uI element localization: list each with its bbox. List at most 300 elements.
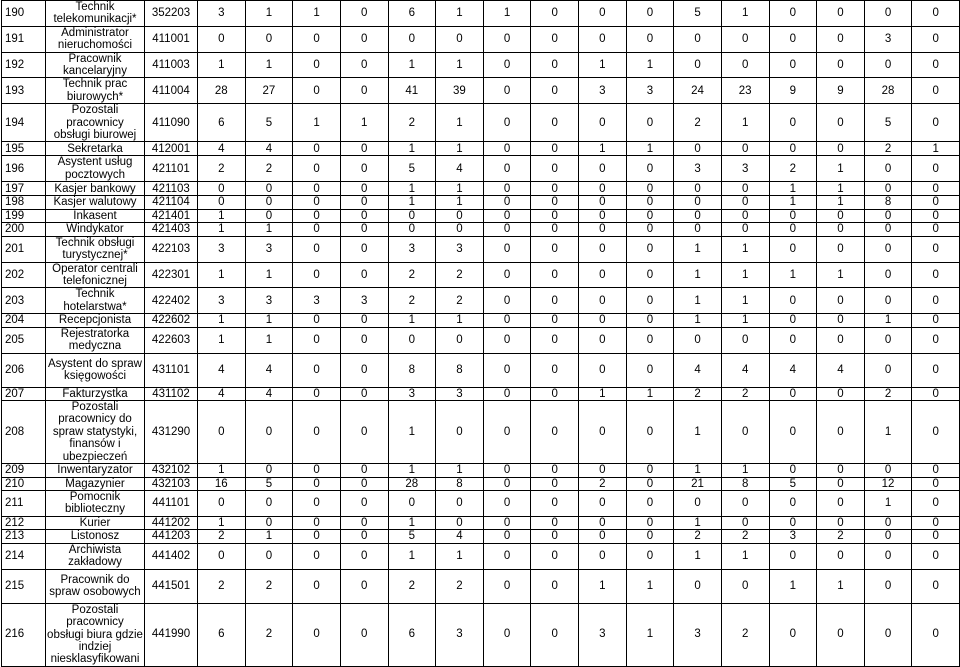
value-cell: 5 xyxy=(864,104,912,142)
value-cell: 0 xyxy=(436,327,484,353)
table-row xyxy=(2,543,960,569)
value-cell: 1 xyxy=(436,464,484,478)
row-number-cell: 214 xyxy=(2,543,46,569)
table-body xyxy=(2,1,960,667)
table-row xyxy=(2,26,960,52)
value-cell: 2 xyxy=(579,477,627,491)
value-cell: 0 xyxy=(769,543,817,569)
value-cell: 1 xyxy=(674,236,722,262)
value-cell: 3 xyxy=(436,603,484,666)
value-cell: 0 xyxy=(340,387,388,401)
value-cell: 0 xyxy=(579,104,627,142)
table-row xyxy=(2,516,960,530)
occupation-code-cell: 411090 xyxy=(145,104,198,142)
value-cell: 0 xyxy=(721,182,769,196)
value-cell: 2 xyxy=(198,530,246,544)
value-cell: 0 xyxy=(293,142,341,156)
value-cell: 0 xyxy=(769,223,817,237)
value-cell: 0 xyxy=(674,209,722,223)
value-cell: 0 xyxy=(340,477,388,491)
value-cell: 0 xyxy=(483,530,531,544)
value-cell: 0 xyxy=(626,1,674,27)
value-cell: 0 xyxy=(531,156,579,182)
value-cell: 0 xyxy=(531,569,579,603)
value-cell: 0 xyxy=(531,262,579,288)
occupation-name-cell: Kasjer bankowy xyxy=(46,182,145,196)
value-cell: 1 xyxy=(388,182,436,196)
value-cell: 0 xyxy=(436,209,484,223)
value-cell: 0 xyxy=(293,262,341,288)
value-cell: 3 xyxy=(245,236,293,262)
value-cell: 1 xyxy=(340,104,388,142)
value-cell: 0 xyxy=(483,516,531,530)
value-cell: 2 xyxy=(245,156,293,182)
occupation-name-cell: Operator centrali telefonicznej xyxy=(46,262,145,288)
value-cell: 0 xyxy=(483,491,531,517)
value-cell: 3 xyxy=(198,1,246,27)
value-cell: 0 xyxy=(912,543,960,569)
value-cell: 1 xyxy=(245,327,293,353)
value-cell: 0 xyxy=(340,156,388,182)
value-cell: 0 xyxy=(864,52,912,78)
table-row xyxy=(2,530,960,544)
value-cell: 1 xyxy=(245,223,293,237)
row-number-cell: 216 xyxy=(2,603,46,666)
value-cell: 0 xyxy=(864,327,912,353)
occupation-name-cell: Pomocnik biblioteczny xyxy=(46,491,145,517)
value-cell: 0 xyxy=(912,530,960,544)
value-cell: 2 xyxy=(388,569,436,603)
value-cell: 0 xyxy=(245,464,293,478)
occupation-name-cell: Sekretarka xyxy=(46,142,145,156)
value-cell: 0 xyxy=(340,209,388,223)
table-row xyxy=(2,569,960,603)
value-cell: 4 xyxy=(817,353,865,387)
value-cell: 0 xyxy=(340,314,388,328)
table-row xyxy=(2,223,960,237)
value-cell: 0 xyxy=(769,236,817,262)
value-cell: 0 xyxy=(769,327,817,353)
occupation-name-cell: Windykator xyxy=(46,223,145,237)
value-cell: 0 xyxy=(864,569,912,603)
occupation-name-cell: Technik hotelarstwa* xyxy=(46,288,145,314)
value-cell: 1 xyxy=(198,516,246,530)
value-cell: 1 xyxy=(674,262,722,288)
value-cell: 0 xyxy=(293,491,341,517)
value-cell: 0 xyxy=(340,603,388,666)
value-cell: 0 xyxy=(340,26,388,52)
value-cell: 0 xyxy=(626,353,674,387)
value-cell: 1 xyxy=(483,1,531,27)
table-row xyxy=(2,182,960,196)
occupation-code-cell: 422602 xyxy=(145,314,198,328)
value-cell: 0 xyxy=(483,327,531,353)
value-cell: 2 xyxy=(864,387,912,401)
value-cell: 1 xyxy=(245,262,293,288)
value-cell: 0 xyxy=(293,314,341,328)
occupation-code-cell: 421101 xyxy=(145,156,198,182)
value-cell: 2 xyxy=(436,569,484,603)
value-cell: 1 xyxy=(721,543,769,569)
value-cell: 0 xyxy=(293,464,341,478)
value-cell: 1 xyxy=(436,314,484,328)
value-cell: 1 xyxy=(436,196,484,210)
occupation-code-cell: 441990 xyxy=(145,603,198,666)
occupation-name-cell: Pozostali pracownicy do spraw statystyki, finansów i ubezpieczeń xyxy=(46,401,145,464)
value-cell: 0 xyxy=(721,223,769,237)
value-cell: 0 xyxy=(531,142,579,156)
value-cell: 0 xyxy=(817,401,865,464)
value-cell: 1 xyxy=(674,516,722,530)
occupation-code-cell: 411004 xyxy=(145,78,198,104)
row-number-cell: 198 xyxy=(2,196,46,210)
value-cell: 41 xyxy=(388,78,436,104)
occupation-name-cell: Technik prac biurowych* xyxy=(46,78,145,104)
value-cell: 1 xyxy=(674,401,722,464)
value-cell: 0 xyxy=(531,516,579,530)
value-cell: 0 xyxy=(579,401,627,464)
value-cell: 0 xyxy=(245,516,293,530)
value-cell: 3 xyxy=(579,603,627,666)
value-cell: 0 xyxy=(293,182,341,196)
value-cell: 0 xyxy=(293,530,341,544)
value-cell: 0 xyxy=(579,196,627,210)
value-cell: 0 xyxy=(912,569,960,603)
value-cell: 1 xyxy=(626,387,674,401)
value-cell: 0 xyxy=(864,464,912,478)
value-cell: 0 xyxy=(912,182,960,196)
value-cell: 0 xyxy=(626,288,674,314)
value-cell: 0 xyxy=(293,353,341,387)
value-cell: 0 xyxy=(817,26,865,52)
value-cell: 8 xyxy=(721,477,769,491)
occupation-code-cell: 441101 xyxy=(145,491,198,517)
value-cell: 1 xyxy=(388,314,436,328)
table-row xyxy=(2,327,960,353)
value-cell: 1 xyxy=(579,387,627,401)
value-cell: 0 xyxy=(626,543,674,569)
occupation-code-cell: 432102 xyxy=(145,464,198,478)
value-cell: 4 xyxy=(769,353,817,387)
value-cell: 28 xyxy=(198,78,246,104)
value-cell: 0 xyxy=(579,327,627,353)
occupation-name-cell: Inwentaryzator xyxy=(46,464,145,478)
value-cell: 4 xyxy=(245,387,293,401)
value-cell: 1 xyxy=(817,569,865,603)
value-cell: 0 xyxy=(531,288,579,314)
occupation-code-cell: 421401 xyxy=(145,209,198,223)
value-cell: 1 xyxy=(769,569,817,603)
value-cell: 0 xyxy=(388,223,436,237)
value-cell: 0 xyxy=(769,491,817,517)
value-cell: 0 xyxy=(198,401,246,464)
value-cell: 0 xyxy=(864,353,912,387)
value-cell: 0 xyxy=(769,288,817,314)
value-cell: 0 xyxy=(864,530,912,544)
value-cell: 1 xyxy=(912,142,960,156)
value-cell: 0 xyxy=(864,223,912,237)
value-cell: 0 xyxy=(245,543,293,569)
value-cell: 8 xyxy=(388,353,436,387)
value-cell: 24 xyxy=(674,78,722,104)
occupation-code-cell: 412001 xyxy=(145,142,198,156)
value-cell: 0 xyxy=(531,353,579,387)
value-cell: 1 xyxy=(436,104,484,142)
value-cell: 0 xyxy=(436,223,484,237)
value-cell: 3 xyxy=(198,236,246,262)
row-number-cell: 206 xyxy=(2,353,46,387)
value-cell: 3 xyxy=(436,236,484,262)
value-cell: 1 xyxy=(721,1,769,27)
value-cell: 1 xyxy=(245,52,293,78)
value-cell: 0 xyxy=(245,196,293,210)
value-cell: 1 xyxy=(626,569,674,603)
value-cell: 0 xyxy=(483,182,531,196)
value-cell: 8 xyxy=(436,477,484,491)
value-cell: 0 xyxy=(531,52,579,78)
occupation-code-cell: 422402 xyxy=(145,288,198,314)
value-cell: 0 xyxy=(483,196,531,210)
value-cell: 0 xyxy=(531,182,579,196)
value-cell: 0 xyxy=(293,223,341,237)
value-cell: 0 xyxy=(769,387,817,401)
value-cell: 0 xyxy=(198,182,246,196)
value-cell: 0 xyxy=(388,209,436,223)
value-cell: 1 xyxy=(674,314,722,328)
value-cell: 3 xyxy=(388,387,436,401)
value-cell: 1 xyxy=(388,142,436,156)
value-cell: 0 xyxy=(579,182,627,196)
value-cell: 0 xyxy=(769,401,817,464)
occupation-name-cell: Magazynier xyxy=(46,477,145,491)
value-cell: 0 xyxy=(769,603,817,666)
occupation-code-cell: 352203 xyxy=(145,1,198,27)
value-cell: 0 xyxy=(817,142,865,156)
value-cell: 1 xyxy=(293,1,341,27)
value-cell: 0 xyxy=(912,52,960,78)
row-number-cell: 193 xyxy=(2,78,46,104)
value-cell: 0 xyxy=(912,156,960,182)
occupation-code-cell: 441501 xyxy=(145,569,198,603)
occupation-name-cell: Kurier xyxy=(46,516,145,530)
value-cell: 0 xyxy=(293,477,341,491)
value-cell: 1 xyxy=(721,236,769,262)
value-cell: 0 xyxy=(579,1,627,27)
value-cell: 4 xyxy=(245,353,293,387)
row-number-cell: 211 xyxy=(2,491,46,517)
value-cell: 0 xyxy=(626,530,674,544)
value-cell: 0 xyxy=(340,196,388,210)
value-cell: 3 xyxy=(388,236,436,262)
value-cell: 2 xyxy=(769,156,817,182)
value-cell: 0 xyxy=(483,26,531,52)
value-cell: 1 xyxy=(198,464,246,478)
value-cell: 0 xyxy=(674,223,722,237)
value-cell: 0 xyxy=(340,516,388,530)
value-cell: 0 xyxy=(817,236,865,262)
value-cell: 1 xyxy=(198,209,246,223)
value-cell: 0 xyxy=(483,52,531,78)
occupation-code-cell: 422603 xyxy=(145,327,198,353)
value-cell: 0 xyxy=(340,530,388,544)
value-cell: 2 xyxy=(817,530,865,544)
table-row xyxy=(2,78,960,104)
occupation-code-cell: 421104 xyxy=(145,196,198,210)
row-number-cell: 215 xyxy=(2,569,46,603)
value-cell: 0 xyxy=(769,52,817,78)
value-cell: 0 xyxy=(769,314,817,328)
value-cell: 0 xyxy=(721,209,769,223)
value-cell: 0 xyxy=(626,314,674,328)
value-cell: 2 xyxy=(388,288,436,314)
value-cell: 0 xyxy=(436,491,484,517)
value-cell: 1 xyxy=(388,196,436,210)
value-cell: 0 xyxy=(912,104,960,142)
occupation-name-cell: Administrator nieruchomości xyxy=(46,26,145,52)
value-cell: 0 xyxy=(769,104,817,142)
value-cell: 0 xyxy=(579,236,627,262)
value-cell: 1 xyxy=(198,314,246,328)
occupation-code-cell: 431290 xyxy=(145,401,198,464)
value-cell: 1 xyxy=(721,314,769,328)
value-cell: 0 xyxy=(293,569,341,603)
value-cell: 1 xyxy=(626,142,674,156)
value-cell: 2 xyxy=(721,387,769,401)
row-number-cell: 191 xyxy=(2,26,46,52)
value-cell: 0 xyxy=(579,543,627,569)
value-cell: 0 xyxy=(293,603,341,666)
table-row xyxy=(2,464,960,478)
value-cell: 5 xyxy=(388,156,436,182)
value-cell: 0 xyxy=(293,196,341,210)
value-cell: 1 xyxy=(388,543,436,569)
row-number-cell: 190 xyxy=(2,1,46,27)
value-cell: 0 xyxy=(340,543,388,569)
value-cell: 0 xyxy=(483,142,531,156)
value-cell: 23 xyxy=(721,78,769,104)
row-number-cell: 208 xyxy=(2,401,46,464)
value-cell: 0 xyxy=(817,543,865,569)
value-cell: 0 xyxy=(674,142,722,156)
value-cell: 5 xyxy=(769,477,817,491)
value-cell: 0 xyxy=(340,52,388,78)
value-cell: 6 xyxy=(388,1,436,27)
value-cell: 0 xyxy=(531,26,579,52)
value-cell: 4 xyxy=(198,142,246,156)
value-cell: 0 xyxy=(674,196,722,210)
occupation-name-cell: Archiwista zakładowy xyxy=(46,543,145,569)
occupation-name-cell: Pracownik do spraw osobowych xyxy=(46,569,145,603)
value-cell: 0 xyxy=(245,26,293,52)
row-number-cell: 200 xyxy=(2,223,46,237)
value-cell: 0 xyxy=(912,603,960,666)
value-cell: 2 xyxy=(674,387,722,401)
value-cell: 5 xyxy=(674,1,722,27)
value-cell: 0 xyxy=(531,327,579,353)
occupation-name-cell: Pracownik kancelaryjny xyxy=(46,52,145,78)
value-cell: 0 xyxy=(340,262,388,288)
value-cell: 0 xyxy=(531,314,579,328)
value-cell: 0 xyxy=(912,209,960,223)
row-number-cell: 199 xyxy=(2,209,46,223)
value-cell: 1 xyxy=(721,464,769,478)
value-cell: 4 xyxy=(245,142,293,156)
occupation-code-cell: 421403 xyxy=(145,223,198,237)
value-cell: 0 xyxy=(626,104,674,142)
value-cell: 0 xyxy=(531,603,579,666)
value-cell: 0 xyxy=(340,569,388,603)
value-cell: 0 xyxy=(626,156,674,182)
value-cell: 3 xyxy=(436,387,484,401)
value-cell: 0 xyxy=(864,516,912,530)
value-cell: 6 xyxy=(198,603,246,666)
value-cell: 0 xyxy=(817,477,865,491)
table-row xyxy=(2,288,960,314)
value-cell: 3 xyxy=(198,288,246,314)
value-cell: 2 xyxy=(721,530,769,544)
value-cell: 0 xyxy=(674,26,722,52)
value-cell: 0 xyxy=(340,182,388,196)
value-cell: 3 xyxy=(293,288,341,314)
value-cell: 0 xyxy=(245,491,293,517)
occupation-name-cell: Fakturzystka xyxy=(46,387,145,401)
value-cell: 5 xyxy=(245,477,293,491)
value-cell: 0 xyxy=(817,516,865,530)
value-cell: 8 xyxy=(436,353,484,387)
row-number-cell: 207 xyxy=(2,387,46,401)
value-cell: 0 xyxy=(626,26,674,52)
occupation-code-cell: 431101 xyxy=(145,353,198,387)
value-cell: 0 xyxy=(626,327,674,353)
value-cell: 0 xyxy=(912,477,960,491)
value-cell: 0 xyxy=(721,491,769,517)
value-cell: 0 xyxy=(817,314,865,328)
value-cell: 0 xyxy=(579,530,627,544)
value-cell: 3 xyxy=(674,156,722,182)
value-cell: 0 xyxy=(769,516,817,530)
value-cell: 4 xyxy=(436,530,484,544)
value-cell: 1 xyxy=(817,182,865,196)
occupation-code-cell: 422301 xyxy=(145,262,198,288)
occupation-name-cell: Pozostali pracownicy obsługi biurowej xyxy=(46,104,145,142)
value-cell: 0 xyxy=(483,401,531,464)
value-cell: 0 xyxy=(769,142,817,156)
value-cell: 1 xyxy=(198,327,246,353)
value-cell: 0 xyxy=(340,78,388,104)
occupation-code-cell: 422103 xyxy=(145,236,198,262)
occupation-code-cell: 432103 xyxy=(145,477,198,491)
value-cell: 2 xyxy=(245,569,293,603)
value-cell: 0 xyxy=(579,516,627,530)
value-cell: 1 xyxy=(817,262,865,288)
occupation-name-cell: Technik obsługi turystycznej* xyxy=(46,236,145,262)
table-row xyxy=(2,1,960,27)
row-number-cell: 212 xyxy=(2,516,46,530)
row-number-cell: 203 xyxy=(2,288,46,314)
value-cell: 0 xyxy=(912,223,960,237)
value-cell: 0 xyxy=(483,104,531,142)
value-cell: 1 xyxy=(245,314,293,328)
value-cell: 0 xyxy=(579,314,627,328)
table-row xyxy=(2,209,960,223)
value-cell: 0 xyxy=(340,223,388,237)
value-cell: 0 xyxy=(531,78,579,104)
value-cell: 0 xyxy=(436,401,484,464)
value-cell: 0 xyxy=(531,464,579,478)
value-cell: 0 xyxy=(721,569,769,603)
value-cell: 6 xyxy=(198,104,246,142)
value-cell: 0 xyxy=(817,1,865,27)
